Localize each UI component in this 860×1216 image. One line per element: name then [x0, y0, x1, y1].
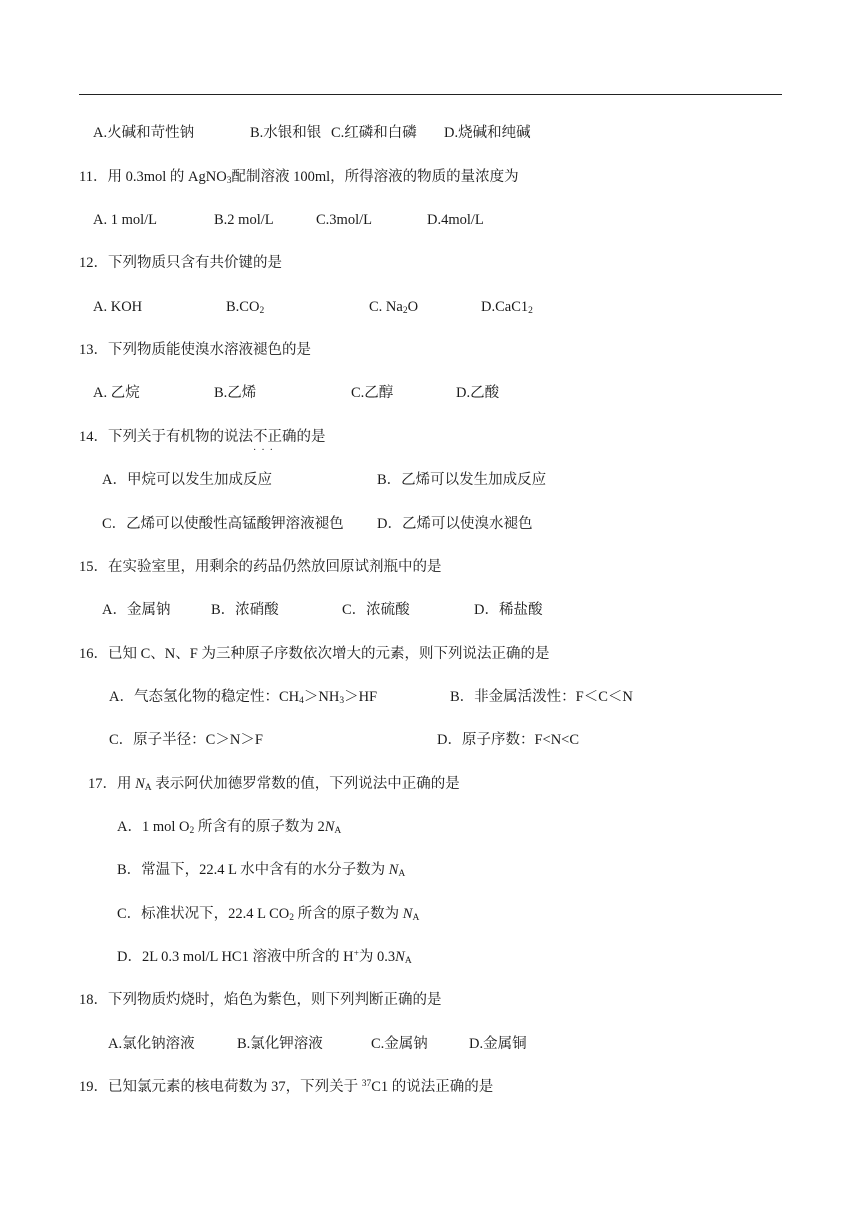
q16-number: 16． — [79, 646, 108, 662]
q14-emphasis — [253, 429, 297, 456]
q17-option-a-text-mid: 所含有的原子数为 2 — [194, 819, 325, 835]
avogadro-symbol: N — [388, 862, 399, 878]
q16-option-a — [109, 688, 377, 706]
q11-option-b: B.2 mol/L — [214, 212, 274, 228]
q12-stem-text: 下列物质只含有共价键的是 — [108, 255, 282, 271]
q17-option-b — [117, 861, 405, 879]
q15-option-b: B．浓硝酸 — [211, 602, 279, 618]
q16-option-a-text-mid: ＞NH — [303, 689, 340, 705]
q11-stem-text-end: 配制溶液 100ml，所得溶液的物质的量浓度为 — [231, 169, 519, 185]
q14-stem-text: 下列关于有机物的说法 — [108, 429, 253, 445]
q12-option-d-text: D.CaC1 — [481, 299, 529, 315]
q10-option-c: C.红磷和白磷 — [331, 125, 417, 141]
q17-stem — [88, 775, 460, 793]
q11-stem-text: 用 0.3mol 的 AgNO — [107, 169, 227, 185]
q16-option-a-subscript-2: 3 — [339, 696, 345, 706]
q16-option-c: C．原子半径：C＞N＞F — [109, 732, 263, 748]
q16-option-b: B．非金属活泼性：F＜C＜N — [450, 689, 633, 705]
q12-option-d — [481, 298, 533, 316]
q16-option-d: D．原子序数：F<N<C — [437, 732, 580, 748]
q15-stem — [79, 558, 442, 576]
avogadro-subscript: A — [398, 869, 406, 879]
q19-stem-text: 已知氯元素的核电荷数为 37，下列关于 — [108, 1079, 362, 1095]
avogadro-symbol: N — [402, 906, 413, 922]
q13-stem-text: 下列物质能使溴水溶液褪色的是 — [108, 342, 311, 358]
q17-stem-text: 用 — [117, 776, 136, 792]
q11-stem — [79, 168, 519, 186]
q13-option-b: B.乙烯 — [214, 385, 257, 401]
q12-option-c-text-end: O — [407, 299, 419, 315]
q17-option-a — [117, 818, 341, 836]
q18-stem — [79, 991, 442, 1009]
q18-number: 18． — [79, 992, 108, 1008]
q16-stem — [79, 645, 549, 663]
q14-option-d: D．乙烯可以使溴水褪色 — [377, 516, 533, 532]
header-rule — [79, 94, 782, 95]
q17-option-a-subscript: 2 — [189, 826, 195, 836]
q16-option-a-text: A．气态氢化物的稳定性：CH — [109, 689, 300, 705]
q12-option-c-subscript: 2 — [402, 306, 408, 316]
q18-option-a: A.氯化钠溶液 — [108, 1036, 195, 1052]
q19-isotope-superscript: 37 — [361, 1079, 372, 1089]
avogadro-subscript: A — [404, 956, 412, 966]
q11-stem-subscript: 3 — [226, 176, 232, 186]
q15-number: 15． — [79, 559, 108, 575]
q16-stem-text: 已知 C、N、F 为三种原子序数依次增大的元素，则下列说法正确的是 — [108, 646, 550, 662]
q17-stem-text-end: 表示阿伏加德罗常数的值，下列说法中正确的是 — [151, 776, 460, 792]
q12-option-d-subscript: 2 — [528, 306, 533, 316]
q17-option-c-text: C．标准状况下，22.4 L CO — [117, 906, 290, 922]
q18-stem-text: 下列物质灼烧时，焰色为紫色，则下列判断正确的是 — [108, 992, 442, 1008]
q12-option-c-text: C. Na — [369, 299, 403, 315]
q15-option-d: D．稀盐酸 — [474, 602, 543, 618]
avogadro-symbol: N — [324, 819, 335, 835]
q18-option-c: C.金属钠 — [371, 1036, 428, 1052]
q10-option-b: B.水银和银 — [250, 125, 322, 141]
q14-option-b: B．乙烯可以发生加成反应 — [377, 472, 547, 488]
avogadro-subscript: A — [144, 783, 152, 793]
avogadro-subscript: A — [334, 826, 342, 836]
q11-option-d: D.4mol/L — [427, 212, 484, 228]
q12-number: 12． — [79, 255, 108, 271]
q13-option-a: A. 乙烷 — [93, 385, 140, 401]
q14-emphasis-text: 不正确 — [253, 429, 297, 445]
q12-option-b-text: B.CO — [226, 299, 260, 315]
q12-option-a: A. KOH — [93, 299, 143, 315]
q15-option-a: A．金属钠 — [102, 602, 171, 618]
q19-stem-text-end: C1 的说法正确的是 — [371, 1079, 494, 1095]
q17-option-c-text-mid: 所含的原子数为 — [294, 906, 403, 922]
q17-option-c-subscript: 2 — [289, 913, 295, 923]
q15-option-c: C．浓硫酸 — [342, 602, 410, 618]
avogadro-subscript: A — [412, 913, 420, 923]
q16-option-a-text-end: ＞HF — [344, 689, 378, 705]
q14-option-c: C．乙烯可以使酸性高锰酸钾溶液褪色 — [102, 516, 344, 532]
q11-option-c: C.3mol/L — [316, 212, 372, 228]
q14-stem-text-end: 的是 — [296, 429, 326, 445]
q12-stem — [79, 254, 282, 272]
avogadro-symbol: N — [395, 949, 405, 965]
q13-number: 13． — [79, 342, 108, 358]
q13-option-d: D.乙酸 — [456, 385, 500, 401]
q17-option-c — [117, 905, 419, 923]
q17-option-d — [117, 948, 412, 966]
avogadro-symbol: N — [135, 776, 145, 792]
q17-option-a-text: A．1 mol O — [117, 819, 190, 835]
q16-option-a-subscript-1: 4 — [299, 696, 304, 706]
q15-stem-text: 在实验室里，用剩余的药品仍然放回原试剂瓶中的是 — [108, 559, 442, 575]
q17-option-d-superscript: + — [353, 949, 359, 959]
q17-option-b-text: B．常温下，22.4 L 水中含有的水分子数为 — [117, 862, 389, 878]
q18-option-d: D.金属铜 — [469, 1036, 527, 1052]
q18-option-b: B.氯化钾溶液 — [237, 1036, 323, 1052]
q11-option-a: A. 1 mol/L — [93, 212, 158, 228]
q17-option-d-text: D．2L 0.3 mol/L HC1 溶液中所含的 H — [117, 949, 354, 965]
q13-stem — [79, 341, 311, 359]
q14-option-a: A．甲烷可以发生加成反应 — [102, 472, 272, 488]
q19-number: 19． — [79, 1079, 108, 1095]
q10-option-d: D.烧碱和纯碱 — [444, 125, 531, 141]
q12-option-b-subscript: 2 — [259, 306, 265, 316]
q12-option-b — [226, 298, 264, 316]
q19-stem — [79, 1078, 493, 1096]
q14-stem — [79, 428, 326, 456]
q11-number: 11． — [79, 169, 108, 185]
q14-number: 14． — [79, 429, 108, 445]
emphasis-dots-icon: ··· — [253, 445, 278, 456]
q17-number: 17． — [88, 776, 117, 792]
q12-option-c — [369, 298, 418, 316]
q17-option-d-text-mid: 为 0.3 — [358, 949, 396, 965]
q13-option-c: C.乙醇 — [351, 385, 394, 401]
q10-option-a: A.火碱和苛性钠 — [93, 125, 195, 141]
